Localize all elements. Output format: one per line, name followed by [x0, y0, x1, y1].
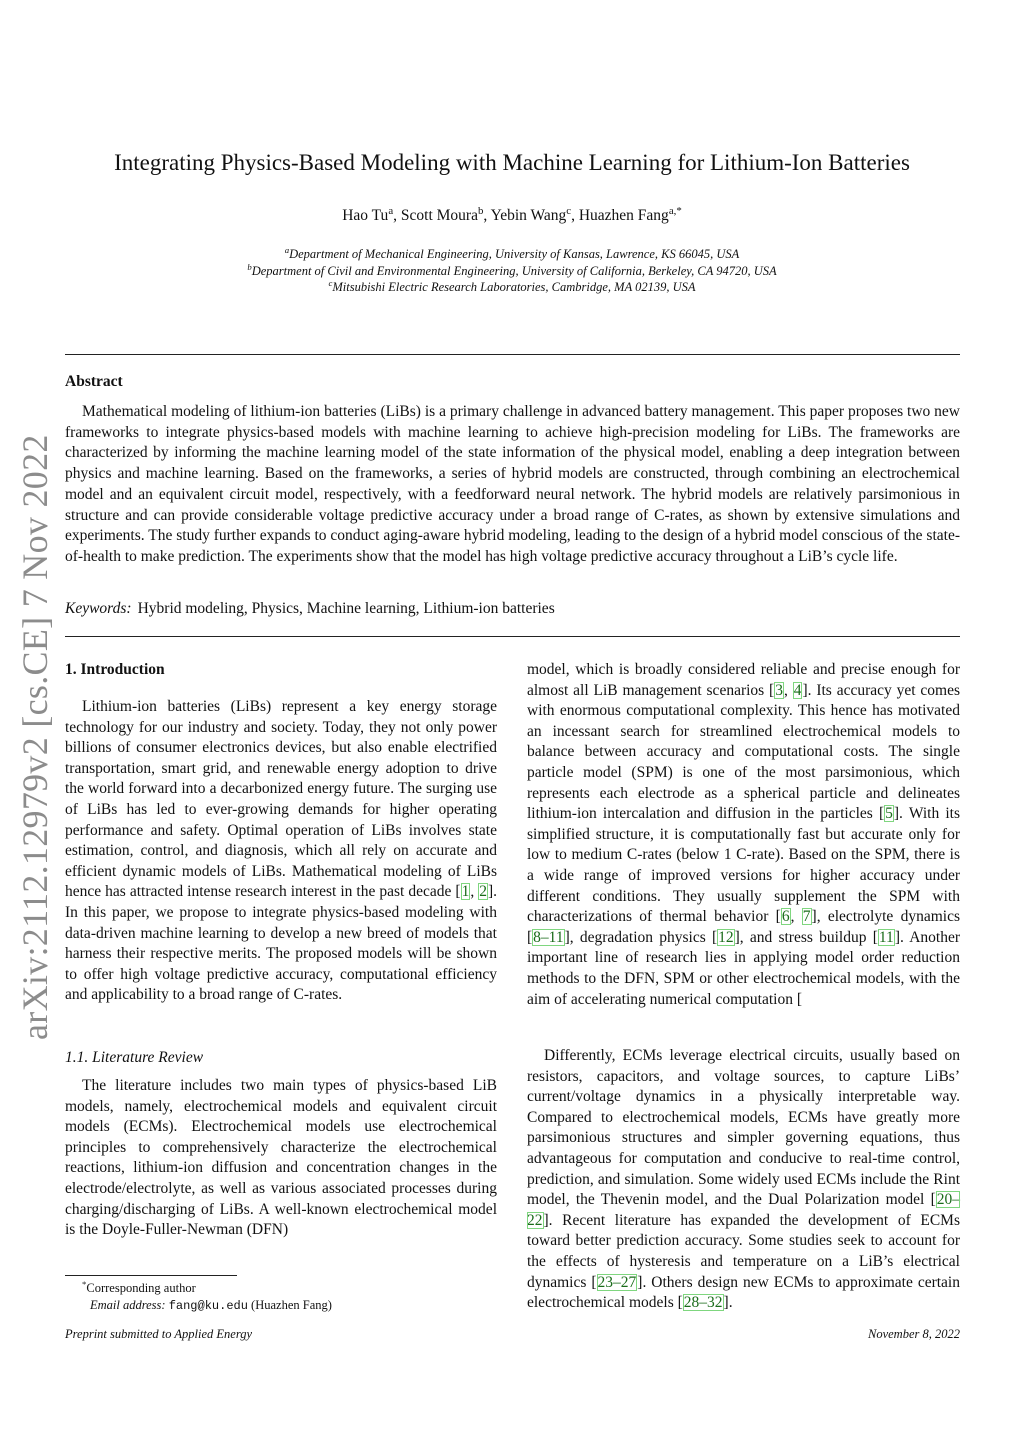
- affiliation: [0, 261, 1024, 279]
- footnote-rule: [65, 1275, 237, 1276]
- affiliation-mark: b: [247, 261, 252, 272]
- footer-journal: Preprint submitted to Applied Energy: [65, 1327, 253, 1341]
- affiliation-text: Department of Civil and Environmental Engineering, University of California, Berkeley, CA 94720, USA: [251, 264, 777, 278]
- citation-link[interactable]: 4: [793, 681, 802, 699]
- citation-link[interactable]: 5: [885, 805, 893, 823]
- footer-date: November 8, 2022: [868, 1327, 960, 1341]
- footnote-mark: *: [82, 1278, 87, 1289]
- paper-title: Integrating Physics-Based Modeling with Machine Learning for Lithium-Ion Batteries: [114, 150, 910, 175]
- citation-link[interactable]: 2: [479, 883, 487, 901]
- section-heading-introduction: 1. Introduction: [65, 661, 165, 678]
- subsection-heading-literature-review: 1.1. Literature Review: [65, 1049, 204, 1066]
- citation-link[interactable]: 23–27: [597, 1273, 637, 1291]
- citation-link[interactable]: 8–11: [533, 928, 564, 946]
- keywords-list: Hybrid modeling, Physics, Machine learning, Lithium-ion batteries: [137, 600, 555, 617]
- citation-link[interactable]: 3: [775, 681, 783, 699]
- citation-link[interactable]: 28–32: [683, 1294, 723, 1312]
- keywords: [65, 600, 960, 618]
- affiliation-text: Mitsubishi Electric Research Laboratories, Cambridge, MA 02139, USA: [332, 280, 696, 294]
- affiliation-mark: a: [284, 244, 290, 255]
- affiliation-mark: c: [328, 277, 333, 288]
- affiliation: [0, 277, 1024, 295]
- footnote-corresponding: *Corresponding author: [82, 1278, 196, 1295]
- author-mark: c: [566, 204, 572, 217]
- author-mark: a,*: [668, 204, 682, 217]
- citation-link[interactable]: 11: [878, 928, 894, 946]
- keywords-label: Keywords:: [65, 600, 132, 617]
- author-name: Yebin Wang: [490, 207, 567, 224]
- abstract-text: Mathematical modeling of lithium-ion batteries (LiBs) is a primary challenge in advanced battery management. This paper proposes two new frameworks to integrate physics-based models with machine learning to achieve high-precision modeling for LiBs. The frameworks are characterized by informing the machine learning model of the state information of the physical model, enabling a deep integration between physics and machine learning. Based on the frameworks, a series of hybrid models are constructed, through combining an electrochemical model and an equivalent circuit model, respectively, with a feedforward neural network. The hybrid models are relatively parsimonious in structure and can provide considerable voltage predictive accuracy under a broad range of C-rates, as shown by extensive simulations and experiments. The study further expands to conduct aging-aware hybrid modeling, leading to the design of a hybrid model conscious of the state-of-health to make prediction. The experiments show that the model has high voltage predictive accuracy throughout a LiB’s cycle life.: [65, 403, 960, 565]
- citation-link[interactable]: 7: [802, 908, 811, 926]
- literature-paragraph: The literature includes two main types of physics-based LiB models, namely, electrochemical models and equivalent circuit models (ECMs). Electrochemical models use electrochemical principles to comprehensively characterize the electrochemical reactions, lithium-ion diffusion and concentration changes in the electrode/electrolyte, as well as various associated processes during charging/discharging of LiBs. A well-known electrochemical model is the Doyle-Fuller-Newman (DFN): [65, 1077, 497, 1239]
- author-mark: b: [477, 204, 484, 217]
- citation-link[interactable]: 6: [781, 908, 790, 926]
- footnote-email: Email address: fang@ku.edu (Huazhen Fang): [90, 1298, 332, 1313]
- citation-link[interactable]: 1: [461, 883, 470, 901]
- arxiv-stamp: arXiv:2112.12979v2 [cs.CE] 7 Nov 2022: [15, 434, 55, 1040]
- ecm-paragraph: Differently, ECMs leverage electrical circuits, usually based on resistors, capacitors, and voltage sources, to capture LiBs’ current/voltage dynamics in a physically interpretable way. Compared to electrochemical models, ECMs have greatly more parsimonious structures and simpler governing equations, thus advantageous for computation and conducive to real-time control, prediction, and simulation. Some widely used ECMs include the Rint model, the Thevenin model, and the Dual Polarization model [20–22]. Recent literature has expanded the development of ECMs toward better prediction accuracy. Some studies seek to account for the effects of hysteresis and temperature on a LiB’s electrical dynamics [23–27]. Others design new ECMs to approximate certain electrochemical models [28–32].: [527, 1047, 960, 1312]
- author-name: Huazhen Fang: [578, 207, 669, 224]
- affiliation-text: Department of Mechanical Engineering, University of Kansas, Lawrence, KS 66045, USA: [289, 247, 740, 261]
- citation-link[interactable]: 20–22: [527, 1191, 960, 1229]
- author-name: Hao Tu: [342, 207, 389, 224]
- top-rule: [65, 354, 960, 355]
- author-mark: a: [388, 204, 394, 217]
- abstract-rule: [65, 636, 960, 637]
- author-name: Scott Moura: [400, 207, 478, 224]
- affiliation: [0, 244, 1024, 262]
- citation-link[interactable]: 12: [718, 928, 734, 946]
- abstract-heading: Abstract: [65, 373, 123, 390]
- intro-paragraph: Lithium-ion batteries (LiBs) represent a key energy storage technology for our industry and society. Today, they not only power billions of consumer electronics devices, but also enable electrified transportation, smart grid, and renewable energy adoption to drive the world forward into a decarbonized energy future. The surging use of LiBs has led to ever-growing demands for higher operating performance and safety. Optimal operation of LiBs involves state estimation, control, and diagnosis, which all rely on accurate and efficient dynamic models of LiBs. Mathematical modeling of LiBs hence has attracted intense research interest in the past decade [1, 2]. In this paper, we propose to integrate physics-based modeling with data-driven machine learning to develop a new breed of models that harness their respective merits. The proposed models will be shown to offer high voltage predictive accuracy, computational efficiency and applicability to a broad range of C-rates.: [65, 698, 497, 1004]
- email-link[interactable]: fang@ku.edu: [168, 1299, 248, 1313]
- intro-paragraph-continued: model, which is broadly considered reliable and precise enough for almost all LiB management scenarios [3, 4]. Its accuracy yet comes with enormous computational complexity. This hence has motivated an incessant search for streamlined electrochemical models to balance between accuracy and computational costs. The single particle model (SPM) is one of the most parsimonious, which represents each electrode as a spherical particle and delineates lithium-ion intercalation and diffusion in the particles [5]. With its simplified structure, it is computationally fast but accurate only for low to medium C-rates (below 1 C-rate). Based on the SPM, there is a wide range of improved versions for higher accuracy under different conditions. They usually supplement the SPM with characterizations of thermal behavior [6, 7], electrolyte dynamics [8–11], degradation physics [12], and stress buildup [11]. Another important line of research lies in applying model order reduction methods to the DFN, SPM or other electrochemical models, with the aim of accelerating numerical computation [: [527, 661, 961, 1008]
- author-list: Hao Tu$^a$, Scott Moura$^b$, Yebin Wang$^c$, Huazhen Fang$^{a,*}$: [342, 204, 682, 224]
